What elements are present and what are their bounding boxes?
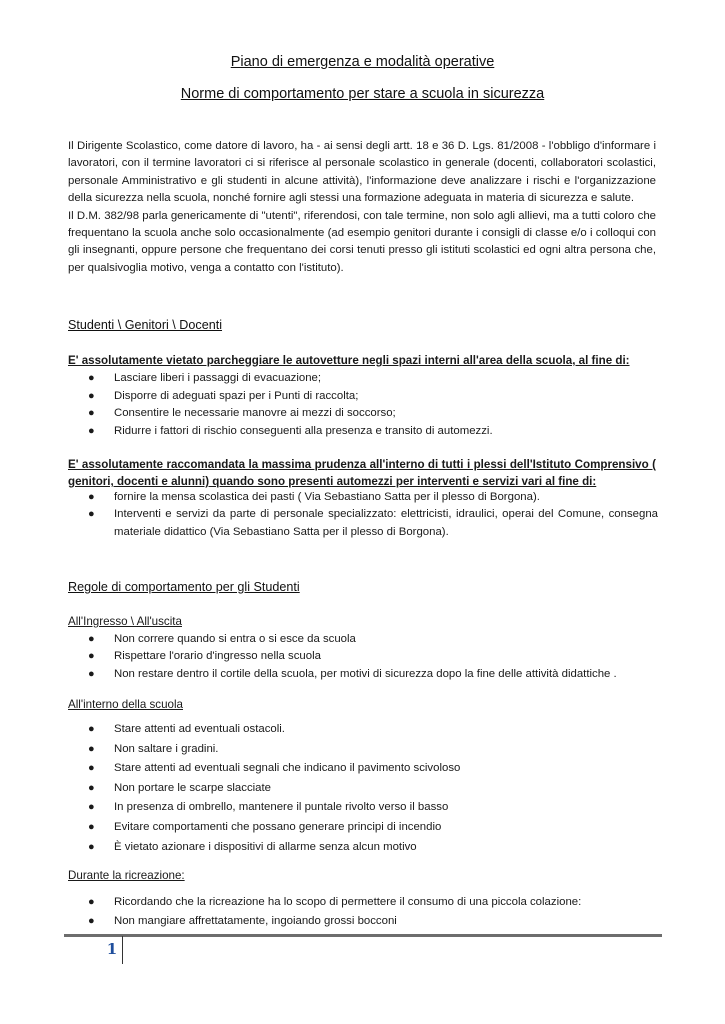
prudence-list bbox=[86, 489, 658, 541]
bullet-icon: ● bbox=[88, 723, 95, 735]
list-item: ● Non saltare i gradini. bbox=[86, 740, 658, 760]
list-item: ● È vietato azionare i dispositivi di allarme senza alcun motivo bbox=[86, 838, 658, 858]
subheading-ingresso-uscita: All'Ingresso \ All'uscita bbox=[68, 615, 182, 628]
list-item: ● Non restare dentro il cortile della scuola, per motivi di sicurezza dopo la fine delle attività didattiche . bbox=[86, 666, 658, 683]
subheading-ricreazione: Durante la ricreazione: bbox=[68, 869, 185, 882]
list-item: ● Ridurre i fattori di rischio conseguenti alla presenza e transito di automezzi. bbox=[86, 423, 658, 441]
list-item: ● fornire la mensa scolastica dei pasti ( Via Sebastiano Satta per il plesso di Borgona). bbox=[86, 489, 658, 506]
section-heading-regole-studenti: Regole di comportamento per gli Studenti bbox=[68, 580, 300, 594]
section-heading-studenti-genitori-docenti: Studenti \ Genitori \ Docenti bbox=[68, 318, 223, 332]
bullet-icon: ● bbox=[88, 372, 95, 384]
list-item: ● Stare attenti ad eventuali ostacoli. bbox=[86, 720, 658, 740]
list-item: ● Lasciare liberi i passaggi di evacuazione; bbox=[86, 370, 658, 388]
prudence-rule: E' assolutamente raccomandata la massima prudenza all'interno di tutti i plessi dell'Istituto Comprensivo ( genitori, docenti e alunni) quando sono presenti automezzi per interventi e servizi vari al fine di: bbox=[68, 458, 656, 488]
bullet-icon: ● bbox=[88, 424, 95, 437]
page-number: 1 bbox=[106, 940, 118, 958]
bullet-icon: ● bbox=[88, 633, 95, 645]
bullet-icon: ● bbox=[88, 650, 95, 663]
bullet-icon: ● bbox=[88, 801, 95, 814]
list-item: ● Ricordando che la ricreazione ha lo scopo di permettere il consumo di una piccola colazione: bbox=[86, 893, 658, 912]
list-item: ● In presenza di ombrello, mantenere il puntale rivolto verso il basso bbox=[86, 798, 658, 818]
bullet-icon: ● bbox=[88, 389, 95, 402]
parking-rule: E' assolutamente vietato parcheggiare le autovetture negli spazi interni all'area della scuola, al fine di: bbox=[68, 354, 630, 367]
list-item: ● Non mangiare affrettatamente, ingoiando grossi bocconi bbox=[86, 912, 658, 931]
list-item: ● Evitare comportamenti che possano generare principi di incendio bbox=[86, 818, 658, 838]
bullet-icon: ● bbox=[88, 742, 95, 755]
footer-divider bbox=[64, 934, 662, 937]
list-item: ● Interventi e servizi da parte di personale specializzato: elettricisti, idraulici, operai del Comune, consegna materiale didattico (Via Sebastiano Satta per il plesso di Borgona). bbox=[88, 508, 658, 538]
bullet-icon: ● bbox=[88, 896, 95, 908]
document-title: Piano di emergenza e modalità operative bbox=[230, 54, 495, 70]
intro-paragraph: Il Dirigente Scolastico, come datore di lavoro, ha - ai sensi degli artt. 18 e 36 D. Lgs. 81/2008 - l'obbligo d'informare i lavoratori, con il termine lavoratori ci si riferisce al personale scolastico in generale (docenti, collaboratori scolastici, personale Amministrativo e gli studenti in alcune attività), l'informazione deve analizzare i rischi e l'organizzazione della sicurezza nella scuola, nonché fornire agli stessi una formazione adeguata in materia di sicurezza e salute. bbox=[68, 140, 656, 205]
list-item: ● Consentire le necessarie manovre ai mezzi di soccorso; bbox=[86, 405, 658, 423]
list-item: ● Non portare le scarpe slacciate bbox=[86, 779, 658, 799]
intro-paragraph-2: Il D.M. 382/98 parla genericamente di "utenti", riferendosi, con tale termine, non solo agli allievi, ma a tutti coloro che frequentano la scuola anche solo occasionalmente (ad esempio genitori durante i consigli di classe e/o i colloqui con gli insegnanti, oppure persone che frequentano dei corsi tenuti presso gli istituti scolastici ed ogni altra persona che, per qualsivoglia motivo, venga a contatto con l'istituto). bbox=[68, 209, 656, 274]
ingresso-list bbox=[86, 631, 658, 683]
subheading-interno-scuola: All'interno della scuola bbox=[68, 698, 183, 711]
intro-block bbox=[68, 138, 656, 277]
list-item: ● Rispettare l'orario d'ingresso nella scuola bbox=[86, 648, 658, 665]
parking-list bbox=[86, 370, 658, 440]
document-subtitle: Norme di comportamento per stare a scuola in sicurezza bbox=[180, 86, 545, 102]
bullet-icon: ● bbox=[88, 840, 95, 853]
list-item: ● Disporre di adeguati spazi per i Punti di raccolta; bbox=[86, 388, 658, 406]
bullet-icon: ● bbox=[88, 667, 95, 680]
bullet-icon: ● bbox=[88, 915, 95, 928]
bullet-icon: ● bbox=[88, 820, 95, 833]
interno-list bbox=[86, 720, 658, 857]
bullet-icon: ● bbox=[88, 762, 95, 775]
bullet-icon: ● bbox=[88, 407, 95, 420]
bullet-icon: ● bbox=[88, 781, 95, 794]
bullet-icon: ● bbox=[88, 508, 95, 521]
bullet-icon: ● bbox=[88, 491, 95, 503]
page-number-separator bbox=[122, 936, 123, 964]
list-item: ● Non correre quando si entra o si esce da scuola bbox=[86, 631, 658, 648]
list-item: ● Stare attenti ad eventuali segnali che indicano il pavimento scivoloso bbox=[86, 759, 658, 779]
ricreazione-list bbox=[86, 893, 658, 932]
